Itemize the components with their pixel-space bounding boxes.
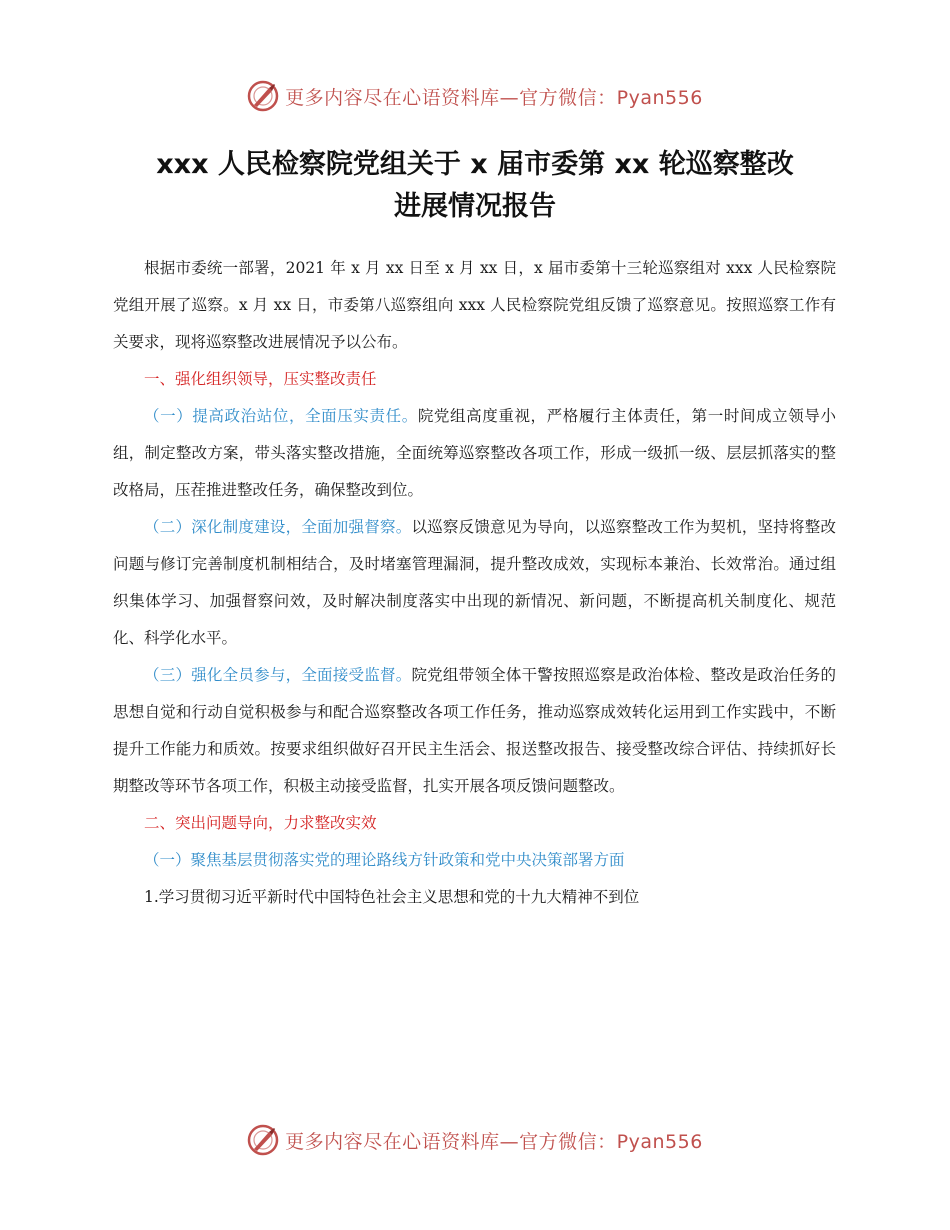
item-1-body: 院党组高度重视，严格履行主体责任，第一时间成立领导小组，制定整改方案，带头落实整改措施，全面统筹巡察整改各项工作，形成一级抓一级、层层抓落实的整改格局，压茬推进整改任务，确保整改到位。 — [113, 407, 836, 499]
brush-logo-icon — [247, 1124, 279, 1156]
item-3-heading: （三）强化全员参与，全面接受监督。 — [144, 666, 412, 684]
document-title — [100, 144, 850, 228]
item-1-heading: （一）提高政治站位，全面压实责任。 — [144, 407, 418, 425]
section-1-item-3 — [113, 657, 836, 805]
section-2-subheading: （一）聚焦基层贯彻落实党的理论路线方针政策和党中央决策部署方面 — [144, 851, 625, 869]
section-1-heading: 一、强化组织领导，压实整改责任 — [144, 370, 377, 388]
section-2-item-1: 1.学习贯彻习近平新时代中国特色社会主义思想和党的十九大精神不到位 — [144, 888, 640, 906]
document-body — [113, 250, 836, 916]
section-1-item-1 — [113, 398, 836, 509]
banner-text: 更多内容尽在心语资料库—官方微信：Pyan556 — [285, 1130, 703, 1153]
item-3-body: 院党组带领全体干警按照巡察是政治体检、整改是政治任务的思想自觉和行动自觉积极参与和配合巡察整改各项工作任务，推动巡察成效转化运用到工作实践中，不断提升工作能力和质效。按要求组织做好召开民主生活会、报送整改报告、接受整改综合评估、持续抓好长期整改等环节各项工作，积极主动接受监督，扎实开展各项反馈问题整改。 — [113, 666, 836, 795]
section-2-heading: 二、突出问题导向，力求整改实效 — [144, 814, 377, 832]
brush-logo-icon — [247, 80, 279, 112]
item-2-body: 以巡察反馈意见为导向，以巡察整改工作为契机，坚持将整改问题与修订完善制度机制相结合，及时堵塞管理漏洞，提升整改成效，实现标本兼治、长效常治。通过组织集体学习、加强督察问效，及时解决制度落实中出现的新情况、新问题，不断提高机关制度化、规范化、科学化水平。 — [113, 518, 836, 647]
item-2-heading: （二）深化制度建设，全面加强督察。 — [144, 518, 412, 536]
title-line-2: 进展情况报告 — [394, 191, 556, 222]
header-watermark-banner — [0, 76, 950, 116]
banner-content — [247, 80, 703, 112]
title-line-1: xxx 人民检察院党组关于 x 届市委第 xx 轮巡察整改 — [156, 149, 794, 180]
banner-text: 更多内容尽在心语资料库—官方微信：Pyan556 — [285, 86, 703, 109]
intro-paragraph: 根据市委统一部署，2021 年 x 月 xx 日至 x 月 xx 日，x 届市委第十三轮巡察组对 xxx 人民检察院党组开展了巡察。x 月 xx 日，市委第八巡察组向 xxx 人民检察院党组反馈了巡察意见。按照巡察工作有关要求，现将巡察整改进展情况予以公布。 — [113, 259, 836, 351]
section-1-item-2 — [113, 509, 836, 657]
footer-watermark-banner — [0, 1120, 950, 1160]
banner-content — [247, 1124, 703, 1156]
